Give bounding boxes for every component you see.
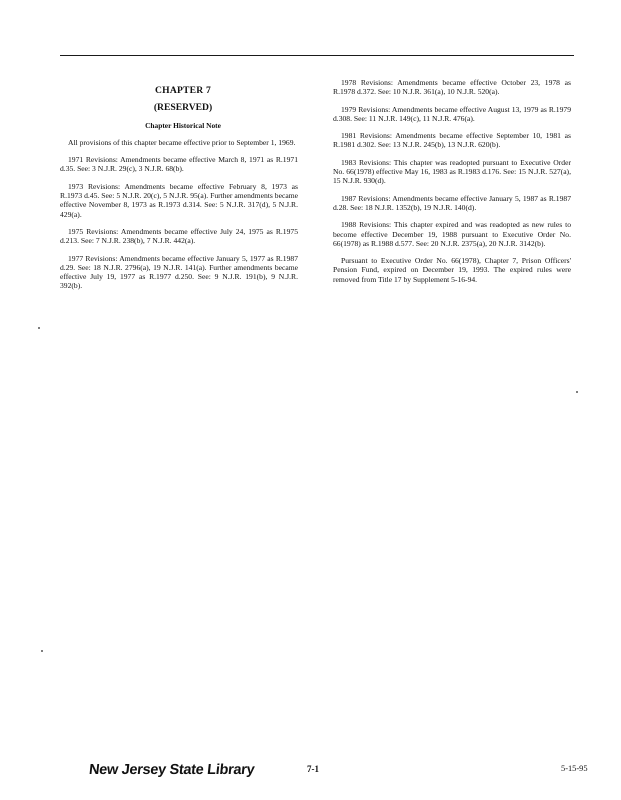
scan-speck xyxy=(41,650,43,652)
historical-note-heading: Chapter Historical Note xyxy=(145,120,221,130)
page-number: 7-1 xyxy=(307,764,319,774)
supplement-date: 5-15-95 xyxy=(561,764,588,773)
chapter-status: (RESERVED) xyxy=(153,102,213,114)
note-paragraph: All provisions of this chapter became effective prior to September 1, 1969. xyxy=(68,137,296,147)
left-column xyxy=(60,86,298,299)
note-paragraph: 1975 Revisions: Amendments became effective July 24, 1975 as R.1975 d.213. See: 7 N.J.R. 238(b), 7 N.J.R. 442(a). xyxy=(60,226,298,246)
library-name: New Jersey State Library xyxy=(88,762,256,778)
note-paragraph: 1973 Revisions: Amendments became effective February 8, 1973 as R.1973 d.45. See: 5 N.J.R. 20(c), 5 N.J.R. 95(a). Further amendments became effective November 8, 1973 as R.1973 d.314. See: 5 N.J.R. 317(d), 5 N.J.R. 429(a). xyxy=(60,181,298,219)
right-column xyxy=(333,78,571,292)
note-paragraph: Pursuant to Executive Order No. 66(1978), Chapter 7, Prison Officers' Pension Fund, expired on December 19, 1993. The expired rules were removed from Title 17 by Supplement 5-16-94. xyxy=(333,256,571,284)
page-footer xyxy=(0,762,621,784)
note-paragraph: 1979 Revisions: Amendments became effective August 13, 1979 as R.1979 d.308. See: 11 N.J.R. 149(c), 11 N.J.R. 476(a). xyxy=(333,104,571,123)
scan-speck xyxy=(576,391,578,393)
note-paragraph: 1977 Revisions: Amendments became effective January 5, 1977 as R.1987 d.29. See: 18 N.J.R. 2796(a), 19 N.J.R. 141(a). Further amendments became effective July 19, 1977 as R.1977 d.250. See: 9 N.J.R. 191(b), 9 N.J.R. 392(b). xyxy=(60,253,298,291)
note-paragraph: 1981 Revisions: Amendments became effective September 10, 1981 as R.1981 d.302. See: 13 N.J.R. 245(b), 13 N.J.R. 620(b). xyxy=(333,131,571,150)
note-paragraph: 1987 Revisions: Amendments became effective January 5, 1987 as R.1987 d.28. See: 18 N.J.R. 1352(b), 19 N.J.R. 140(d). xyxy=(333,193,571,212)
scan-speck xyxy=(38,327,40,329)
note-paragraph: 1988 Revisions: This chapter expired and was readopted as new rules to become effective December 19, 1988 pursuant to Executive Order No. 66(1978) as R.1988 d.577. See: 20 N.J.R. 2375(a), 20 N.J.R. 3142(b). xyxy=(333,220,571,248)
chapter-title: CHAPTER 7 xyxy=(155,85,211,96)
note-paragraph: 1978 Revisions: Amendments became effective October 23, 1978 as R.1978 d.372. See: 10 N.J.R. 361(a), 10 N.J.R. 520(a). xyxy=(333,78,571,97)
note-paragraph: 1971 Revisions: Amendments became effective March 8, 1971 as R.1971 d.35. See: 3 N.J.R. 29(c), 3 N.J.R. 68(b). xyxy=(60,155,298,174)
note-paragraph: 1983 Revisions: This chapter was readopted pursuant to Executive Order No. 66(1978) effective May 16, 1983 as R.1983 d.176. See: 15 N.J.R. 527(a), 15 N.J.R. 930(d). xyxy=(333,157,571,186)
header-rule xyxy=(60,55,574,56)
